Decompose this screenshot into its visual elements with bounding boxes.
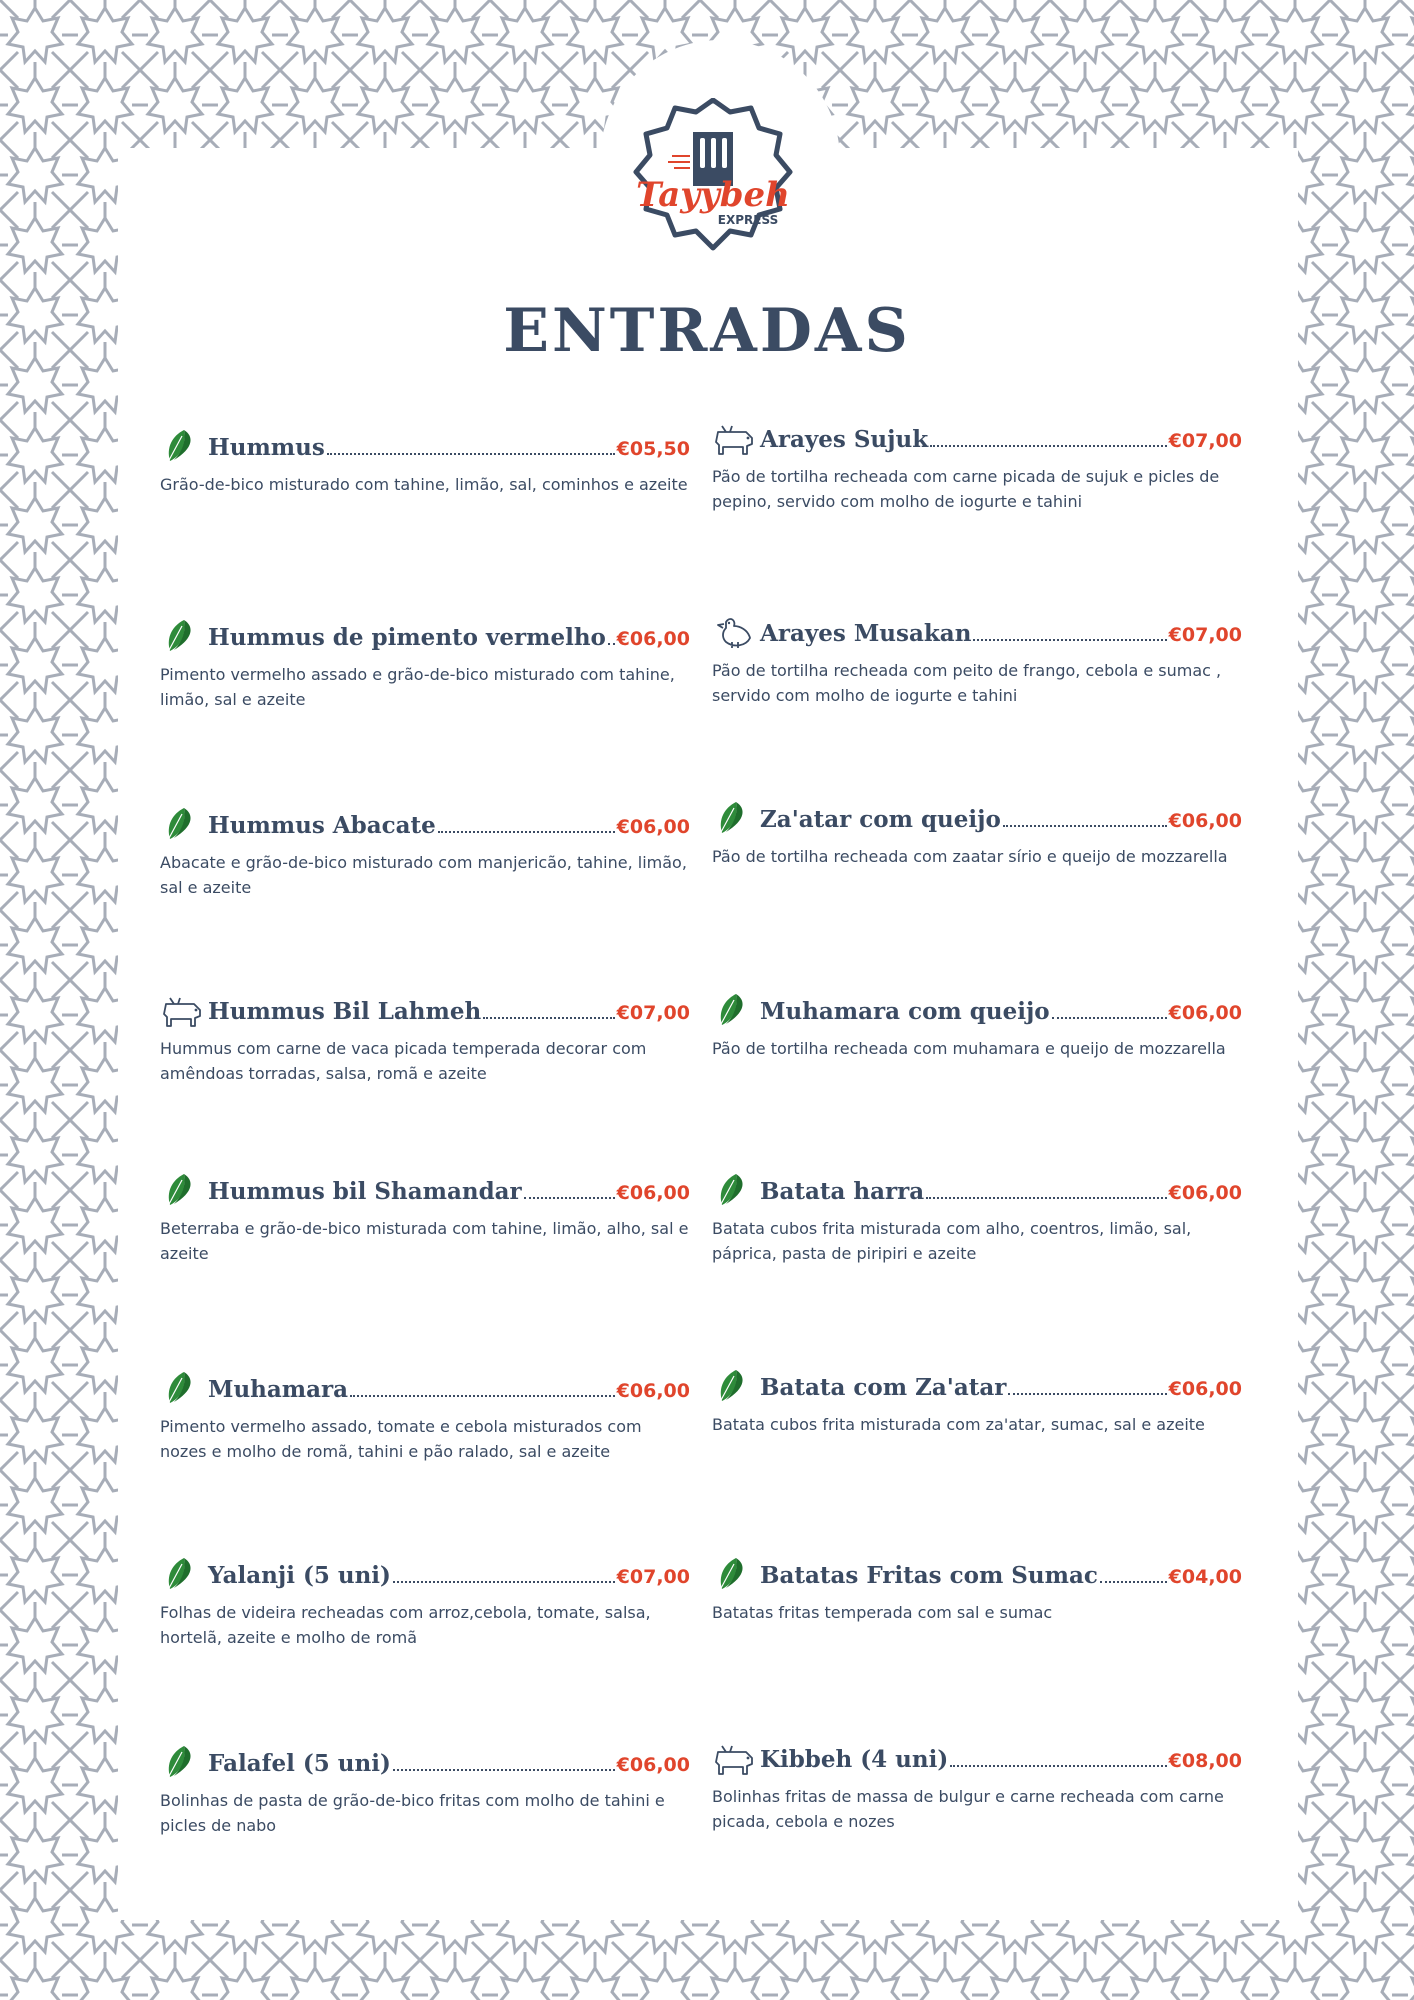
item-price: €07,00 <box>1168 430 1242 452</box>
item-price: €07,00 <box>616 1002 690 1024</box>
item-description: Grão-de-bico misturado com tahine, limão, sal, cominhos e azeite <box>160 475 688 494</box>
brand-logo <box>620 98 806 258</box>
item-name: Hummus Bil Lahmeh <box>208 998 482 1025</box>
item-price: €06,00 <box>616 1182 690 1204</box>
item-name: Falafel (5 uni) <box>208 1750 391 1777</box>
leaf-icon <box>712 800 756 836</box>
menu-item-left-6 <box>160 1370 690 1464</box>
dot-leader <box>524 1197 615 1199</box>
leaf-icon <box>160 1744 204 1780</box>
item-name: Muhamara com queijo <box>760 998 1050 1025</box>
dot-leader <box>608 643 615 645</box>
item-description: Pão de tortilha recheada com peito de frango, cebola e sumac , servido com molho de iogurte e tahini <box>712 661 1222 705</box>
leaf-icon <box>712 992 756 1028</box>
item-description: Pão de tortilha recheada com zaatar sírio e queijo de mozzarella <box>712 847 1228 866</box>
menu-item-left-3 <box>160 806 690 900</box>
menu-item-left-5 <box>160 1172 690 1266</box>
menu-item-right-4 <box>712 992 1242 1061</box>
item-price: €05,50 <box>616 438 690 460</box>
menu-item-right-7 <box>712 1556 1242 1625</box>
item-name: Arayes Sujuk <box>760 426 929 453</box>
leaf-icon <box>712 1556 756 1592</box>
leaf-icon <box>160 618 204 654</box>
item-description: Folhas de videira recheadas com arroz,cebola, tomate, salsa, hortelã, azeite e molho de romã <box>160 1603 651 1647</box>
dot-leader <box>1003 825 1167 827</box>
chicken-icon <box>712 614 756 650</box>
leaf-icon <box>712 1172 756 1208</box>
dot-leader <box>926 1197 1167 1199</box>
dot-leader <box>950 1765 1166 1767</box>
cow-icon <box>712 1740 756 1776</box>
item-price: €07,00 <box>1168 624 1242 646</box>
menu-item-right-2 <box>712 614 1242 708</box>
item-name: Hummus Abacate <box>208 812 436 839</box>
dot-leader <box>1008 1393 1166 1395</box>
item-price: €06,00 <box>616 816 690 838</box>
menu-item-right-5 <box>712 1172 1242 1266</box>
item-price: €06,00 <box>616 628 690 650</box>
item-name: Arayes Musakan <box>760 620 972 647</box>
menu-item-left-1 <box>160 428 690 497</box>
menu-item-left-8 <box>160 1744 690 1838</box>
menu-item-right-3 <box>712 800 1242 869</box>
item-price: €06,00 <box>616 1754 690 1776</box>
item-price: €07,00 <box>616 1566 690 1588</box>
menu-item-left-4 <box>160 992 690 1086</box>
item-name: Hummus bil Shamandar <box>208 1178 522 1205</box>
item-price: €06,00 <box>1168 1002 1242 1024</box>
cow-icon <box>160 992 204 1028</box>
item-name: Batata com Za'atar <box>760 1374 1007 1401</box>
page-title: ENTRADAS <box>503 296 911 366</box>
menu-item-right-8 <box>712 1740 1242 1834</box>
item-name: Batata harra <box>760 1178 925 1205</box>
item-description: Pimento vermelho assado e grão-de-bico misturado com tahine, limão, sal e azeite <box>160 665 675 709</box>
item-description: Pão de tortilha recheada com muhamara e queijo de mozzarella <box>712 1039 1226 1058</box>
item-description: Bolinhas fritas de massa de bulgur e carne recheada com carne picada, cebola e nozes <box>712 1787 1224 1831</box>
leaf-icon <box>160 1556 204 1592</box>
item-name: Muhamara <box>208 1376 349 1403</box>
item-name: Yalanji (5 uni) <box>208 1562 391 1589</box>
item-price: €08,00 <box>1168 1750 1242 1772</box>
dot-leader <box>393 1581 615 1583</box>
item-description: Pão de tortilha recheada com carne picada de sujuk e picles de pepino, servido com molho de iogurte e tahini <box>712 467 1220 511</box>
item-description: Batatas fritas temperada com sal e sumac <box>712 1603 1053 1622</box>
item-description: Bolinhas de pasta de grão-de-bico fritas com molho de tahini e picles de nabo <box>160 1791 665 1835</box>
item-price: €06,00 <box>1168 1182 1242 1204</box>
brand-subtitle: EXPRESS <box>717 213 779 227</box>
leaf-icon <box>160 428 204 464</box>
cow-icon <box>712 420 756 456</box>
item-price: €06,00 <box>1168 810 1242 832</box>
menu-item-left-2 <box>160 618 690 712</box>
dot-leader <box>350 1395 615 1397</box>
dot-leader <box>930 445 1167 447</box>
dot-leader <box>973 639 1166 641</box>
leaf-icon <box>160 806 204 842</box>
item-description: Pimento vermelho assado, tomate e cebola misturados com nozes e molho de romã, tahini e pão ralado, sal e azeite <box>160 1417 642 1461</box>
item-name: Hummus de pimento vermelho <box>208 624 606 651</box>
leaf-icon <box>712 1368 756 1404</box>
leaf-icon <box>160 1172 204 1208</box>
menu-item-right-6 <box>712 1368 1242 1437</box>
item-description: Abacate e grão-de-bico misturado com manjericão, tahine, limão, sal e azeite <box>160 853 687 897</box>
item-price: €06,00 <box>616 1380 690 1402</box>
item-price: €04,00 <box>1168 1566 1242 1588</box>
item-name: Za'atar com queijo <box>760 806 1001 833</box>
item-description: Beterraba e grão-de-bico misturada com tahine, limão, alho, sal e azeite <box>160 1219 689 1263</box>
menu-item-left-7 <box>160 1556 690 1650</box>
item-description: Batata cubos frita misturada com alho, coentros, limão, sal, páprica, pasta de piripiri e azeite <box>712 1219 1192 1263</box>
item-name: Hummus <box>208 434 325 461</box>
item-price: €06,00 <box>1168 1378 1242 1400</box>
dot-leader <box>483 1017 614 1019</box>
brand-name: Tayybeh <box>636 175 790 215</box>
item-description: Batata cubos frita misturada com za'atar, sumac, sal e azeite <box>712 1415 1205 1434</box>
item-name: Kibbeh (4 uni) <box>760 1746 949 1773</box>
dot-leader <box>393 1769 615 1771</box>
leaf-icon <box>160 1370 204 1406</box>
dot-leader <box>1100 1581 1167 1583</box>
dot-leader <box>327 453 615 455</box>
item-name: Batatas Fritas com Sumac <box>760 1562 1098 1589</box>
menu-item-right-1 <box>712 420 1242 514</box>
dot-leader <box>1052 1017 1167 1019</box>
item-description: Hummus com carne de vaca picada temperada decorar com amêndoas torradas, salsa, romã e azeite <box>160 1039 647 1083</box>
dot-leader <box>438 831 615 833</box>
